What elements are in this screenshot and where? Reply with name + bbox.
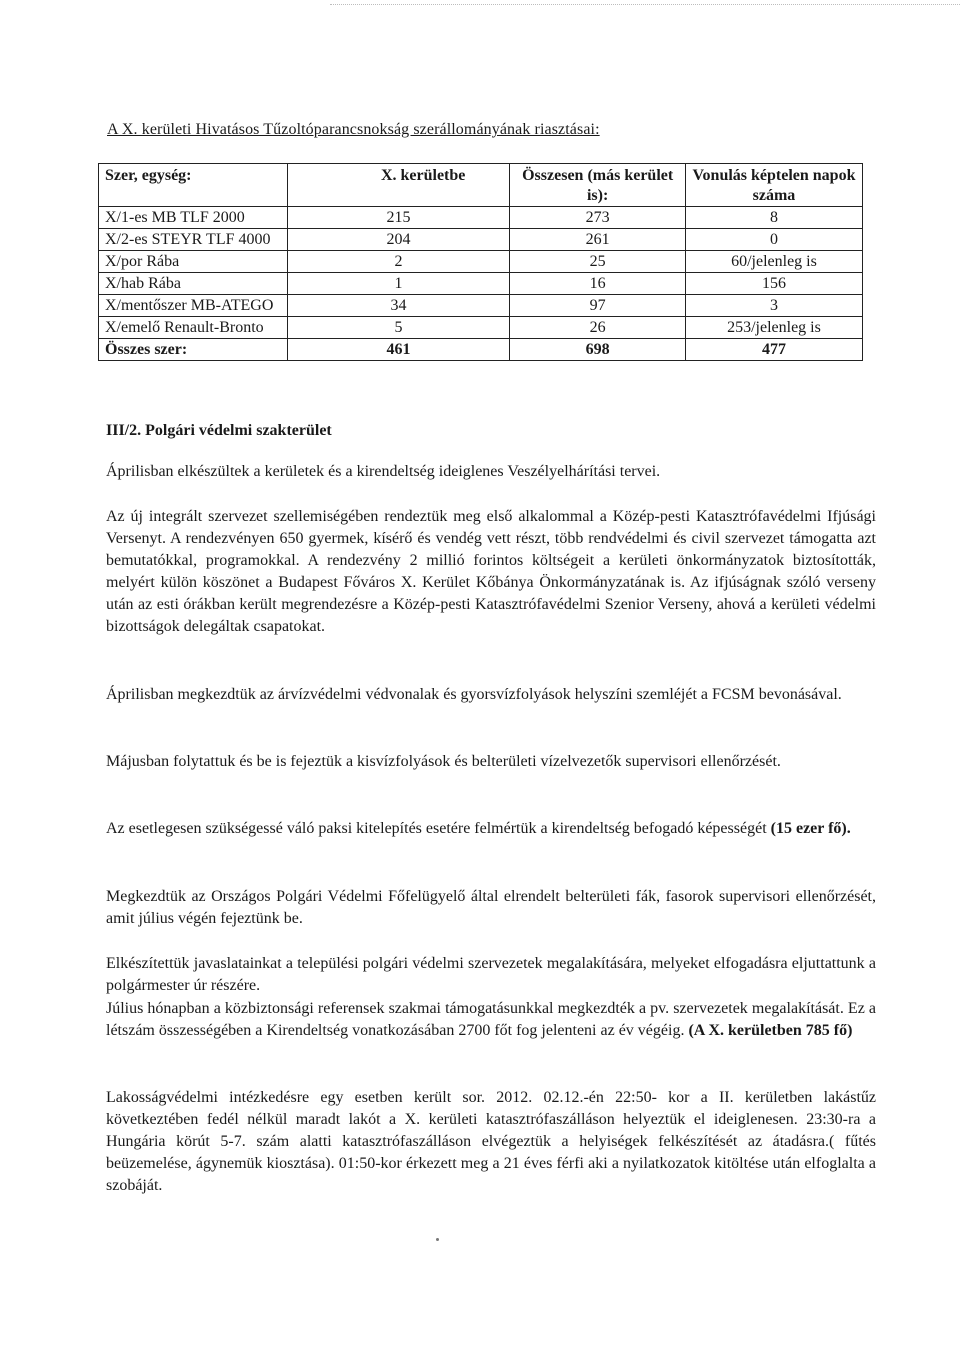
cell-unit: X/mentőszer MB-ATEGO (99, 295, 288, 317)
scan-dot (436, 1238, 439, 1241)
header-total: Összesen (más kerület is): (510, 164, 686, 207)
cell-days: 156 (685, 273, 862, 295)
paragraph-youth-competition: Az új integrált szervezet szellemiségében rendeztük meg első alkalommal a Közép-pesti Katasztrófavédelmi Ifjúsági Versenyt. A rendezvényen 650 gyermek, kísérő és vendég vett részt, több rendvédelmi és civil szervezet támogatta azt bemutatókkal, programokkal. A rendezvény 2 millió forintos költségeit a kerületi önkormányzatok biztosították, melyért külön köszönet a Budapest Főváros X. Kerület Kőbánya Önkormányzatának is. Az ifjúságnak szóló verseny után az esti órákban került megrendezésre a Közép-pesti Katasztrófavédelmi Szenior Verseny, ahová a kerületi védelmi bizottságok delegáltak csapatokat. (106, 508, 876, 635)
cell-district: 2 (287, 251, 510, 273)
paragraph-tree-inspection: Megkezdtük az Országos Polgári Védelmi Főfelügyelő által elrendelt belterületi fák, fasorok supervisori ellenőrzését, amit július végén fejeztünk be. (106, 888, 876, 927)
paragraph-population-protection: Lakosságvédelmi intézkedésre egy esetben került sor. 2012. 02.12.-én 22:50- kor a II. kerületben lakástűz következtében fedél nélkül maradt lakót a X. kerületi katasztrófaszálláson helyeztük el ideiglenesen. 23:30-ra a Hungária körút 5-7. szám alatti katasztrófaszálláson elvégeztük a helyiségek felkészítését az átadásra.( fűtés beüzemelése, ágynemük kiosztása). 01:50-kor érkezett meg a 21 éves férfi aki a nyilatkozatok kitöltése után elfoglalta a szobáját. (106, 1089, 876, 1194)
cell-unit: X/hab Rába (99, 273, 288, 295)
header-days-unavailable: Vonulás képtelen napok száma (685, 164, 862, 207)
header-unit: Szer, egység: (99, 164, 288, 207)
total-label: Összes szer: (99, 339, 288, 361)
cell-unit: X/emelő Renault-Bronto (99, 317, 288, 339)
cell-total: 97 (510, 295, 686, 317)
paragraph-organization-proposals: Elkészítettük javaslatainkat a települési polgári védelmi szervezetek megalakítására, melyeket elfogadásra eljuttattunk a polgármester úr részére. (106, 955, 876, 994)
alarm-table (98, 163, 863, 361)
section-heading: III/2. Polgári védelmi szakterület (106, 422, 332, 439)
document-title: A X. kerületi Hivatásos Tűzoltóparancsnokság szerállományának riasztásai: (107, 121, 600, 138)
table-row (99, 229, 863, 251)
cell-days: 253/jelenleg is (685, 317, 862, 339)
cell-district: 34 (287, 295, 510, 317)
total-district: 461 (287, 339, 510, 361)
cell-unit: X/1-es MB TLF 2000 (99, 207, 288, 229)
table-row (99, 273, 863, 295)
cell-total: 273 (510, 207, 686, 229)
table-row (99, 251, 863, 273)
cell-district: 204 (287, 229, 510, 251)
total-days: 477 (685, 339, 862, 361)
table-row (99, 295, 863, 317)
paragraph-drainage: Májusban folytattuk és be is fejeztük a kisvízfolyások és belterületi vízelvezetők supervisori ellenőrzését. (106, 753, 781, 770)
scan-edge-line (330, 4, 960, 5)
table-header-row (99, 164, 863, 207)
pv-district-count: (A X. kerületben 785 fő) (688, 1022, 853, 1039)
cell-district: 5 (287, 317, 510, 339)
cell-district: 1 (287, 273, 510, 295)
cell-days: 0 (685, 229, 862, 251)
cell-days: 60/jelenleg is (685, 251, 862, 273)
paks-capacity: (15 ezer fő). (770, 820, 851, 837)
total-all: 698 (510, 339, 686, 361)
cell-unit: X/2-es STEYR TLF 4000 (99, 229, 288, 251)
pv-text: Július hónapban a közbiztonsági referensek szakmai támogatásunkkal megkezdték a pv. szervezetek megalakítását. Ez a létszám összességében a Kirendeltség vonatkozásában 2700 főt fog jelenteni az év végéig. (106, 1000, 876, 1039)
paragraph-paks-evacuation (106, 818, 876, 840)
cell-total: 25 (510, 251, 686, 273)
cell-total: 261 (510, 229, 686, 251)
paragraph-plans: Áprilisban elkészültek a kerületek és a kirendeltség ideiglenes Veszélyelhárítási tervei. (106, 463, 661, 480)
cell-days: 3 (685, 295, 862, 317)
paragraph-pv-organizations (106, 998, 876, 1042)
paragraph-flood-inspection: Áprilisban megkezdtük az árvízvédelmi védvonalak és gyorsvízfolyások helyszíni szemléjét a FCSM bevonásával. (106, 686, 842, 703)
cell-total: 16 (510, 273, 686, 295)
table-row (99, 317, 863, 339)
table-row (99, 207, 863, 229)
cell-district: 215 (287, 207, 510, 229)
cell-days: 8 (685, 207, 862, 229)
cell-unit: X/por Rába (99, 251, 288, 273)
table-total-row (99, 339, 863, 361)
paks-text: Az esetlegesen szükségessé váló paksi kitelepítés esetére felmértük a kirendeltség befogadó képességét (106, 820, 771, 837)
cell-total: 26 (510, 317, 686, 339)
header-district: X. kerületbe (287, 164, 510, 207)
